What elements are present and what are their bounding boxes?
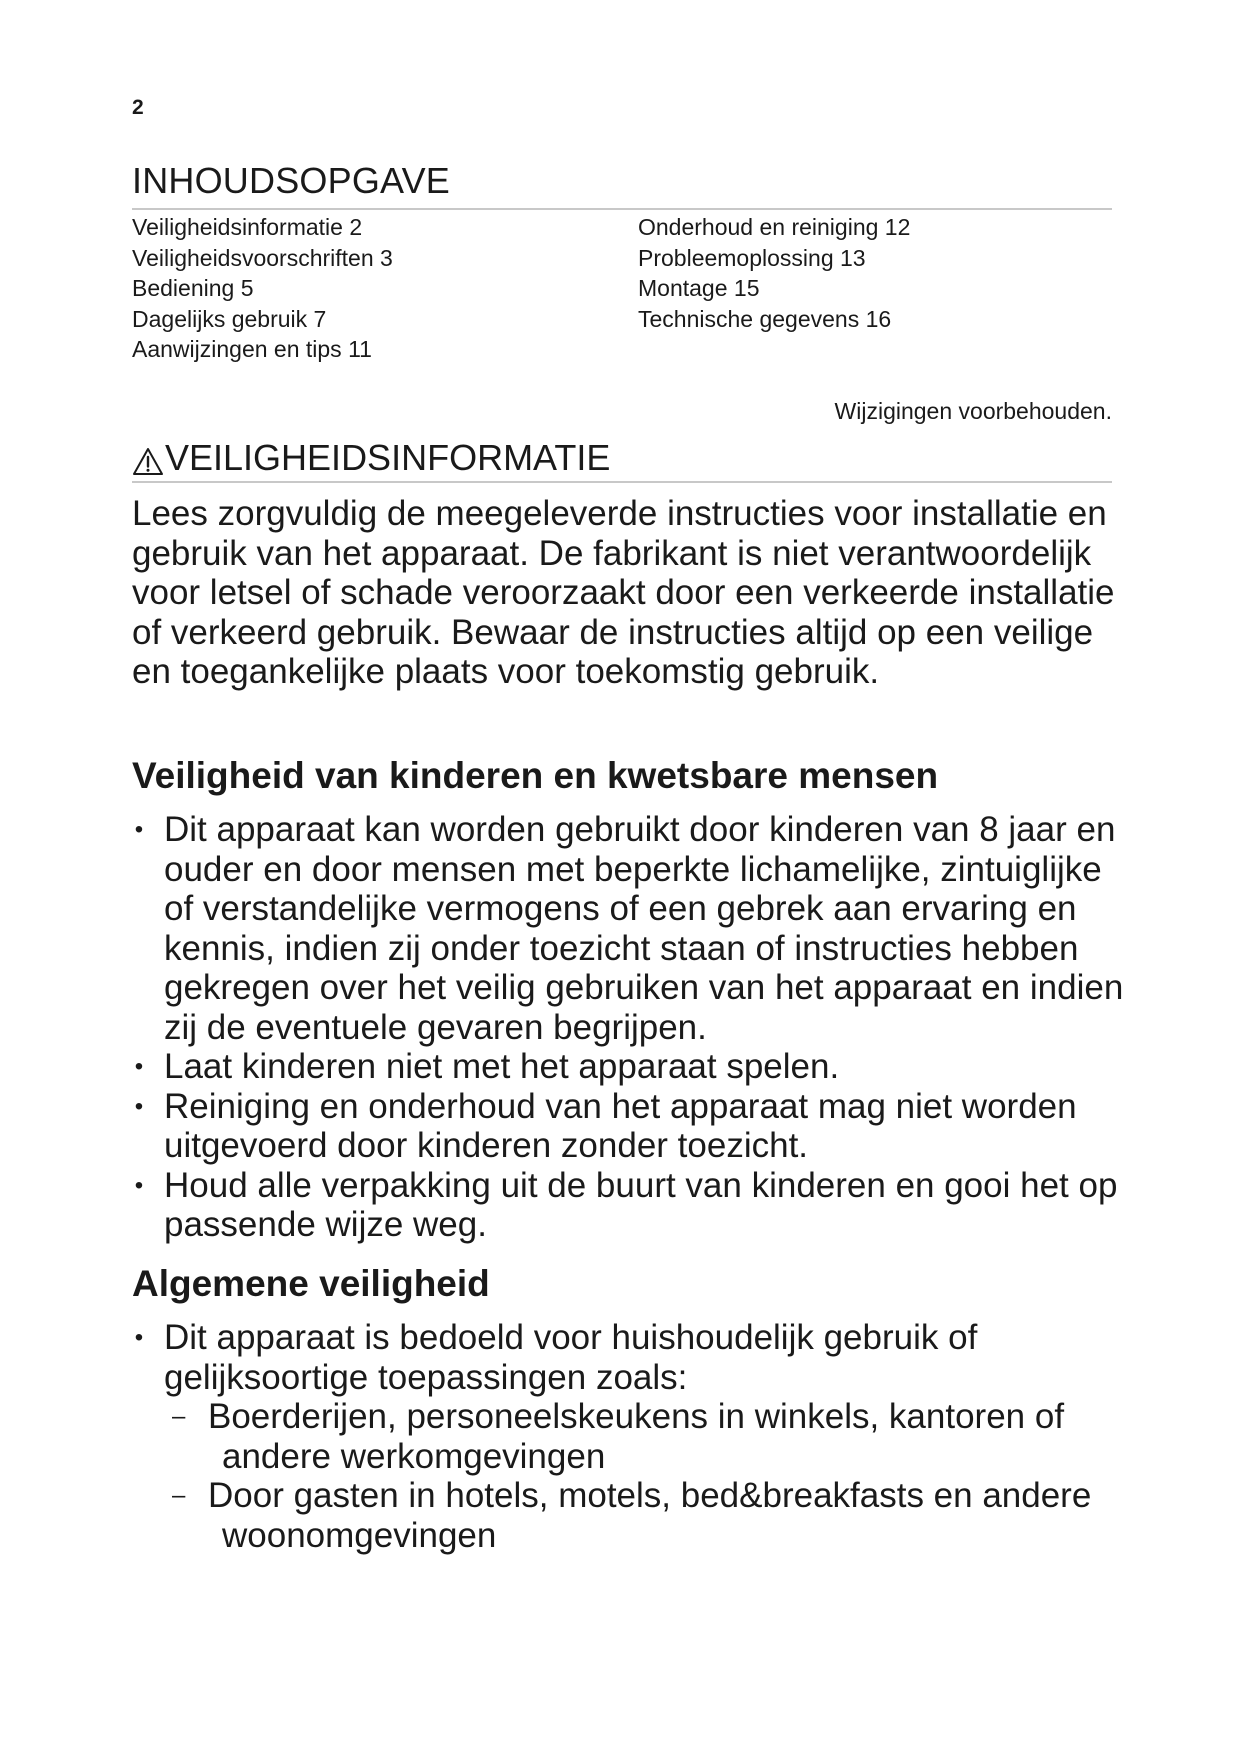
toc-item: Bediening 5 xyxy=(132,275,254,301)
children-safety-heading: Veiligheid van kinderen en kwetsbare mensen xyxy=(132,755,939,796)
list-item xyxy=(132,1087,1132,1166)
toc-item: Probleemoplossing 13 xyxy=(638,244,866,271)
sub-list-item-text: Boerderijen, personeelskeukens in winkels, kantoren of andere werkomgevingen xyxy=(208,1397,1065,1476)
dash-icon: – xyxy=(172,1403,186,1430)
general-safety-heading: Algemene veiligheid xyxy=(132,1263,490,1304)
sub-list-item-text: Door gasten in hotels, motels, bed&breakfasts en andere woonomgevingen xyxy=(208,1476,1092,1555)
bullet-icon: • xyxy=(134,1092,144,1120)
list-item xyxy=(132,810,1132,1047)
list-item-text: Reiniging en onderhoud van het apparaat mag niet worden uitgevoerd door kinderen zonder toezicht. xyxy=(164,1086,1077,1165)
safety-title-text: VEILIGHEIDSINFORMATIE xyxy=(165,437,611,478)
list-item xyxy=(132,1047,1132,1087)
safety-intro-paragraph: Lees zorgvuldig de meegeleverde instructies voor installatie en gebruik van het apparaat. De fabrikant is niet verantwoordelijk voor letsel of schade veroorzaakt door een verkeerde installatie of verkeerd gebruik. Bewaar de instructies altijd op een veilige en toegankelijke plaats voor toekomstig gebruik. xyxy=(132,494,1115,691)
list-item-text: Dit apparaat kan worden gebruikt door kinderen van 8 jaar en ouder en door mensen met beperkte lichamelijke, zintuiglijke of verstandelijke vermogens of een gebrek aan ervaring en kennis, indien zij onder toezicht staan of instructies hebben gekregen over het veilig gebruiken van het apparaat en indien zij de eventuele gevaren begrijpen. xyxy=(164,810,1124,1047)
toc-item: Onderhoud en reiniging 12 xyxy=(638,214,911,240)
toc-item: Technische gegevens 16 xyxy=(638,305,892,332)
bullet-icon: • xyxy=(134,1171,144,1199)
list-item-text: Dit apparaat is bedoeld voor huishoudelijk gebruik of gelijksoortige toepassingen zoals: xyxy=(164,1318,978,1397)
bullet-icon: • xyxy=(134,1053,144,1080)
toc-column-left xyxy=(132,212,393,365)
sub-list-item xyxy=(132,1397,1132,1476)
general-safety-list xyxy=(132,1318,1132,1555)
list-item-text: Houd alle verpakking uit de buurt van kinderen en gooi het op passende wijze weg. xyxy=(164,1165,1118,1244)
warning-triangle-icon xyxy=(132,446,164,476)
safety-divider xyxy=(132,481,1112,483)
bullet-icon: • xyxy=(134,816,144,843)
sub-list-item xyxy=(132,1476,1132,1555)
bullet-icon: • xyxy=(134,1324,144,1351)
list-item xyxy=(132,1166,1132,1245)
safety-section-title xyxy=(132,437,611,478)
changes-reserved-note: Wijzigingen voorbehouden. xyxy=(834,398,1112,424)
toc-item: Montage 15 xyxy=(638,275,760,301)
list-item xyxy=(132,1318,1132,1397)
toc-column-right xyxy=(638,212,910,334)
toc-divider xyxy=(132,208,1112,210)
toc-item: Dagelijks gebruik 7 xyxy=(132,305,327,332)
toc-item: Aanwijzingen en tips 11 xyxy=(132,336,372,362)
list-item-text: Laat kinderen niet met het apparaat spelen. xyxy=(164,1047,840,1086)
toc-item: Veiligheidsinformatie 2 xyxy=(132,214,363,240)
dash-icon: – xyxy=(172,1482,186,1509)
page-number: 2 xyxy=(132,96,144,119)
toc-title: INHOUDSOPGAVE xyxy=(132,160,450,201)
children-safety-list xyxy=(132,810,1132,1245)
toc-item: Veiligheidsvoorschriften 3 xyxy=(132,244,393,271)
